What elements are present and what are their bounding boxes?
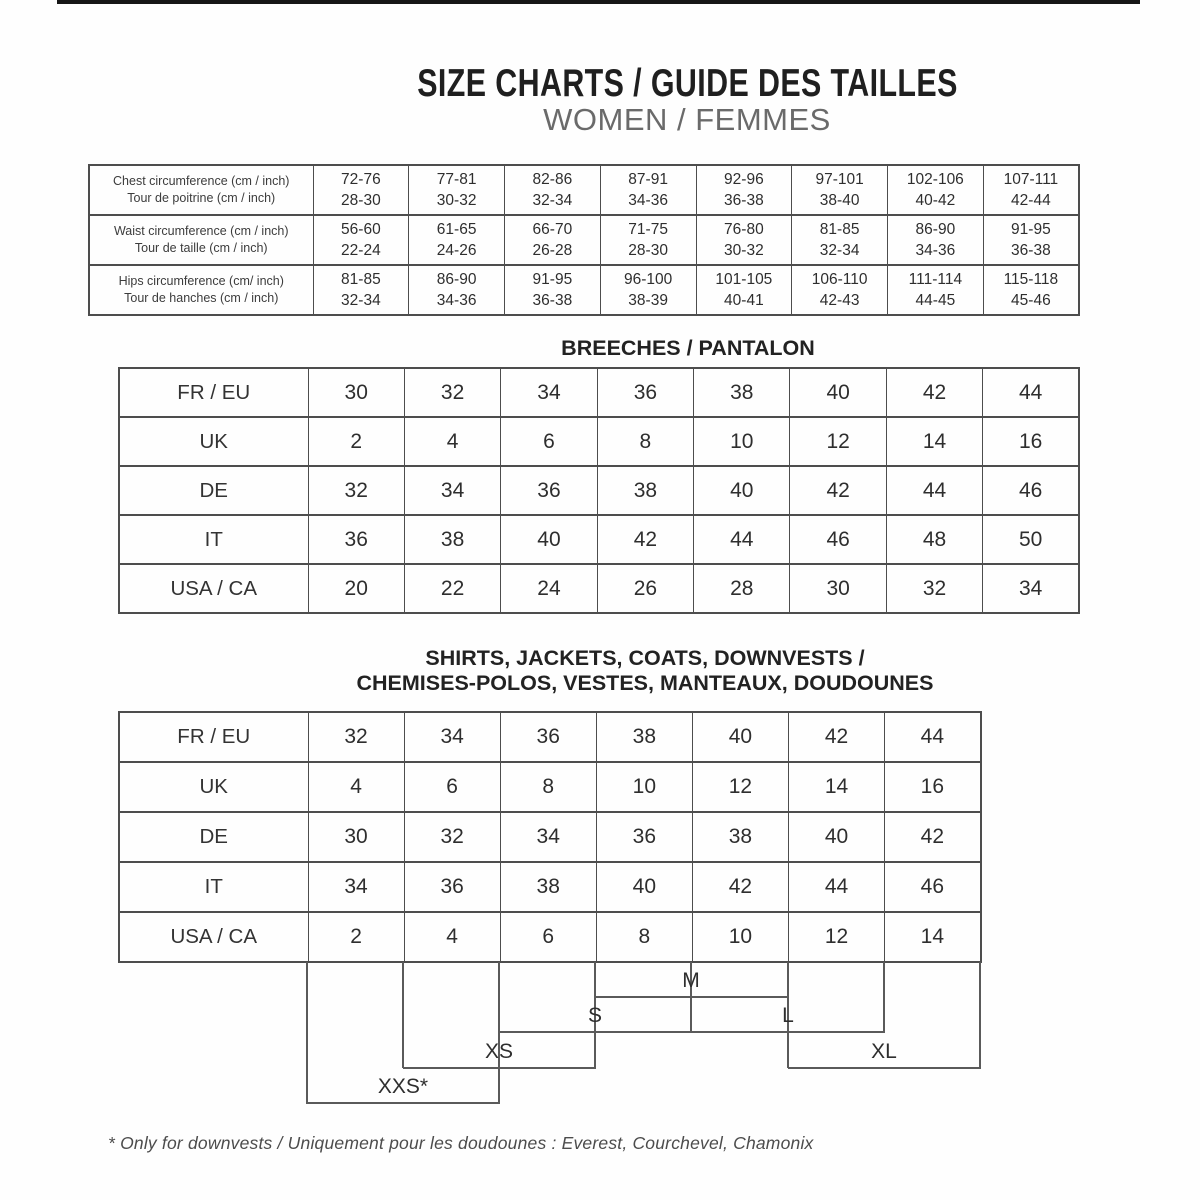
size-cell: 38 <box>694 368 790 417</box>
inch-value: 34-36 <box>628 192 668 209</box>
size-cell: 36 <box>308 515 404 564</box>
size-cell: 10 <box>692 912 788 962</box>
size-cell: 8 <box>500 762 596 812</box>
measurement-cell <box>792 265 888 315</box>
cm-value: 61-65 <box>436 221 477 238</box>
size-cell: 14 <box>886 417 982 466</box>
size-label-xxs: XXS* <box>377 1075 429 1098</box>
size-cell: 4 <box>404 417 500 466</box>
size-cell: 8 <box>596 912 692 962</box>
size-cell: 34 <box>501 368 597 417</box>
size-cell: 10 <box>596 762 692 812</box>
inch-value: 26-28 <box>532 242 573 259</box>
inch-value: 32-34 <box>819 242 860 259</box>
size-cell: 46 <box>790 515 886 564</box>
size-cell: 12 <box>790 417 886 466</box>
table-row <box>119 762 981 812</box>
size-cell: 38 <box>404 515 500 564</box>
cm-value: 97-101 <box>815 171 864 188</box>
size-cell: 2 <box>308 912 404 962</box>
bracket-bar-xs <box>403 1067 596 1069</box>
size-label-l: L <box>782 1004 794 1027</box>
size-cell: 32 <box>308 466 404 515</box>
size-cell: 40 <box>692 712 788 762</box>
inch-value: 24-26 <box>436 242 477 259</box>
inch-value: 42-43 <box>819 292 860 309</box>
size-label-s: S <box>587 1004 602 1027</box>
inch-value: 40-42 <box>915 192 956 209</box>
inch-value: 42-44 <box>1011 192 1051 209</box>
cm-value: 106-110 <box>811 271 868 288</box>
size-cell: 32 <box>404 812 500 862</box>
size-cell: 20 <box>308 564 404 613</box>
measurement-cell <box>313 165 409 215</box>
measurement-cell <box>888 265 984 315</box>
page-title: SIZE CHARTS / GUIDE DES TAILLES <box>416 62 958 105</box>
row-label: UK <box>119 762 308 812</box>
table-row-hips <box>89 265 1079 315</box>
cm-value: 81-85 <box>341 271 381 288</box>
row-label-en: Hips circumference (cm/ inch) <box>118 274 284 288</box>
size-cell: 32 <box>886 564 982 613</box>
size-cell: 14 <box>885 912 981 962</box>
size-cell: 16 <box>885 762 981 812</box>
size-cell: 36 <box>500 712 596 762</box>
size-cell: 6 <box>404 762 500 812</box>
inch-value: 36-38 <box>532 292 573 309</box>
row-label-cell <box>89 265 313 315</box>
size-cell: 12 <box>788 912 884 962</box>
size-cell: 24 <box>501 564 597 613</box>
cm-value: 76-80 <box>724 221 764 238</box>
size-cell: 44 <box>788 862 884 912</box>
measurement-cell <box>792 165 888 215</box>
row-label-fr: Tour de hanches (cm / inch) <box>124 291 279 305</box>
inch-value: 28-30 <box>628 242 668 259</box>
size-cell: 38 <box>597 466 693 515</box>
breeches-table <box>118 367 1080 614</box>
row-label: IT <box>119 862 308 912</box>
inch-value: 28-30 <box>341 192 381 209</box>
cm-value: 82-86 <box>532 171 573 188</box>
size-cell: 42 <box>885 812 981 862</box>
size-cell: 36 <box>596 812 692 862</box>
breeches-heading: BREECHES / PANTALON <box>561 336 815 360</box>
size-cell: 42 <box>788 712 884 762</box>
size-cell: 2 <box>308 417 404 466</box>
size-cell: 42 <box>886 368 982 417</box>
row-label: FR / EU <box>119 712 308 762</box>
page-title-wrap <box>187 64 1187 104</box>
size-cell: 6 <box>500 912 596 962</box>
table-row <box>119 564 1079 613</box>
measurement-cell <box>505 215 601 265</box>
row-label: DE <box>119 466 308 515</box>
size-cell: 4 <box>404 912 500 962</box>
measurement-cell <box>983 165 1079 215</box>
size-cell: 40 <box>694 466 790 515</box>
cm-value: 72-76 <box>341 171 381 188</box>
inch-value: 30-32 <box>436 192 477 209</box>
cm-value: 71-75 <box>628 221 668 238</box>
shirts-table <box>118 711 982 963</box>
measurement-cell <box>696 265 792 315</box>
size-cell: 40 <box>596 862 692 912</box>
size-cell: 42 <box>692 862 788 912</box>
table-row <box>119 912 981 962</box>
inch-value: 22-24 <box>341 242 381 259</box>
measurement-cell <box>696 165 792 215</box>
size-cell: 42 <box>597 515 693 564</box>
cm-value: 77-81 <box>436 171 477 188</box>
cm-value: 86-90 <box>915 221 956 238</box>
inch-value: 30-32 <box>724 242 764 259</box>
row-label-cell <box>89 215 313 265</box>
cm-value: 86-90 <box>436 271 477 288</box>
size-cell: 22 <box>404 564 500 613</box>
size-cell: 8 <box>597 417 693 466</box>
size-cell: 10 <box>694 417 790 466</box>
size-cell: 44 <box>694 515 790 564</box>
inch-value: 38-40 <box>819 192 860 209</box>
table-row <box>119 417 1079 466</box>
size-label-xs: XS <box>484 1040 513 1063</box>
size-cell: 32 <box>308 712 404 762</box>
size-cell: 44 <box>983 368 1079 417</box>
scan-artifact-line <box>57 0 1140 4</box>
size-cell: 48 <box>886 515 982 564</box>
bracket-line <box>402 962 404 1068</box>
bracket-bar-xxs <box>306 1102 500 1104</box>
measurement-cell <box>409 265 505 315</box>
measurements-table <box>88 164 1080 316</box>
size-cell: 38 <box>596 712 692 762</box>
measurement-cell <box>983 265 1079 315</box>
measurement-cell <box>313 215 409 265</box>
measurement-cell <box>409 165 505 215</box>
size-cell: 34 <box>404 466 500 515</box>
row-label: USA / CA <box>119 912 308 962</box>
size-cell: 46 <box>885 862 981 912</box>
shirts-heading-wrap <box>145 646 1145 696</box>
size-cell: 14 <box>788 762 884 812</box>
cm-value: 101-105 <box>715 271 773 288</box>
cm-value: 111-114 <box>908 271 963 288</box>
bracket-bar-s-l <box>499 1031 885 1033</box>
measurement-cell <box>505 165 601 215</box>
size-cell: 30 <box>790 564 886 613</box>
cm-value: 107-111 <box>1003 171 1059 188</box>
measurement-cell <box>409 215 505 265</box>
size-cell: 6 <box>501 417 597 466</box>
size-cell: 34 <box>404 712 500 762</box>
measurement-cell <box>983 215 1079 265</box>
page-subtitle: WOMEN / FEMMES <box>543 102 831 137</box>
size-cell: 38 <box>500 862 596 912</box>
bracket-bar-m <box>595 996 789 998</box>
size-cell: 34 <box>308 862 404 912</box>
size-label-xl: XL <box>871 1040 897 1063</box>
inch-value: 36-38 <box>724 192 764 209</box>
size-cell: 4 <box>308 762 404 812</box>
page-subtitle-wrap <box>187 104 1187 136</box>
table-row-chest <box>89 165 1079 215</box>
size-cell: 40 <box>788 812 884 862</box>
size-cell: 30 <box>308 368 404 417</box>
table-row <box>119 862 981 912</box>
size-cell: 42 <box>790 466 886 515</box>
measurement-cell <box>696 215 792 265</box>
row-label-en: Waist circumference (cm / inch) <box>113 224 289 238</box>
measurement-cell <box>600 165 696 215</box>
size-cell: 50 <box>983 515 1079 564</box>
bracket-line <box>979 962 981 1068</box>
measurement-cell <box>600 265 696 315</box>
row-label-cell <box>89 165 313 215</box>
bracket-bar-xl <box>788 1067 981 1069</box>
size-cell: 38 <box>692 812 788 862</box>
inch-value: 44-45 <box>915 292 956 309</box>
inch-value: 34-36 <box>436 292 477 309</box>
cm-value: 66-70 <box>532 221 573 238</box>
row-label: UK <box>119 417 308 466</box>
breeches-heading-wrap <box>188 336 1188 361</box>
row-label-en: Chest circumference (cm / inch) <box>113 174 290 188</box>
row-label: IT <box>119 515 308 564</box>
size-cell: 34 <box>500 812 596 862</box>
cm-value: 81-85 <box>819 221 860 238</box>
cm-value: 115-118 <box>1003 271 1059 288</box>
table-row <box>119 368 1079 417</box>
cm-value: 102-106 <box>906 171 964 188</box>
row-label-fr: Tour de taille (cm / inch) <box>134 241 268 255</box>
cm-value: 91-95 <box>532 271 573 288</box>
table-row <box>119 515 1079 564</box>
shirts-heading-line1: SHIRTS, JACKETS, COATS, DOWNVESTS / <box>425 646 865 670</box>
size-cell: 32 <box>404 368 500 417</box>
shirts-heading-line2: CHEMISES-POLOS, VESTES, MANTEAUX, DOUDOUNES <box>356 671 934 695</box>
size-cell: 36 <box>404 862 500 912</box>
size-cell: 30 <box>308 812 404 862</box>
inch-value: 40-41 <box>724 292 764 309</box>
size-cell: 28 <box>694 564 790 613</box>
bracket-line <box>498 962 500 1103</box>
row-label: DE <box>119 812 308 862</box>
size-cell: 40 <box>501 515 597 564</box>
row-label: USA / CA <box>119 564 308 613</box>
size-cell: 44 <box>885 712 981 762</box>
size-cell: 36 <box>501 466 597 515</box>
footnote: * Only for downvests / Uniquement pour les doudounes : Everest, Courchevel, Chamonix <box>108 1133 814 1153</box>
bracket-line <box>306 962 308 1103</box>
size-cell: 40 <box>790 368 886 417</box>
inch-value: 38-39 <box>628 292 668 309</box>
cm-value: 91-95 <box>1011 221 1051 238</box>
table-row-waist <box>89 215 1079 265</box>
size-cell: 36 <box>597 368 693 417</box>
cm-value: 96-100 <box>623 271 673 288</box>
row-label-fr: Tour de poitrine (cm / inch) <box>127 191 276 205</box>
table-row <box>119 812 981 862</box>
cm-value: 56-60 <box>341 221 381 238</box>
size-cell: 16 <box>983 417 1079 466</box>
measurement-cell <box>313 265 409 315</box>
cm-value: 92-96 <box>724 171 764 188</box>
bracket-line <box>883 962 885 1032</box>
inch-value: 32-34 <box>341 292 381 309</box>
cm-value: 87-91 <box>628 171 668 188</box>
inch-value: 45-46 <box>1011 292 1051 309</box>
size-cell: 34 <box>983 564 1079 613</box>
measurement-cell <box>888 215 984 265</box>
table-row <box>119 466 1079 515</box>
measurement-cell <box>888 165 984 215</box>
inch-value: 36-38 <box>1011 242 1051 259</box>
inch-value: 32-34 <box>532 192 573 209</box>
measurement-cell <box>505 265 601 315</box>
size-label-m: M <box>682 969 700 992</box>
inch-value: 34-36 <box>915 242 956 259</box>
size-cell: 26 <box>597 564 693 613</box>
measurement-cell <box>600 215 696 265</box>
measurement-cell <box>792 215 888 265</box>
row-label: FR / EU <box>119 368 308 417</box>
size-cell: 44 <box>886 466 982 515</box>
size-cell: 46 <box>983 466 1079 515</box>
size-cell: 12 <box>692 762 788 812</box>
table-row <box>119 712 981 762</box>
